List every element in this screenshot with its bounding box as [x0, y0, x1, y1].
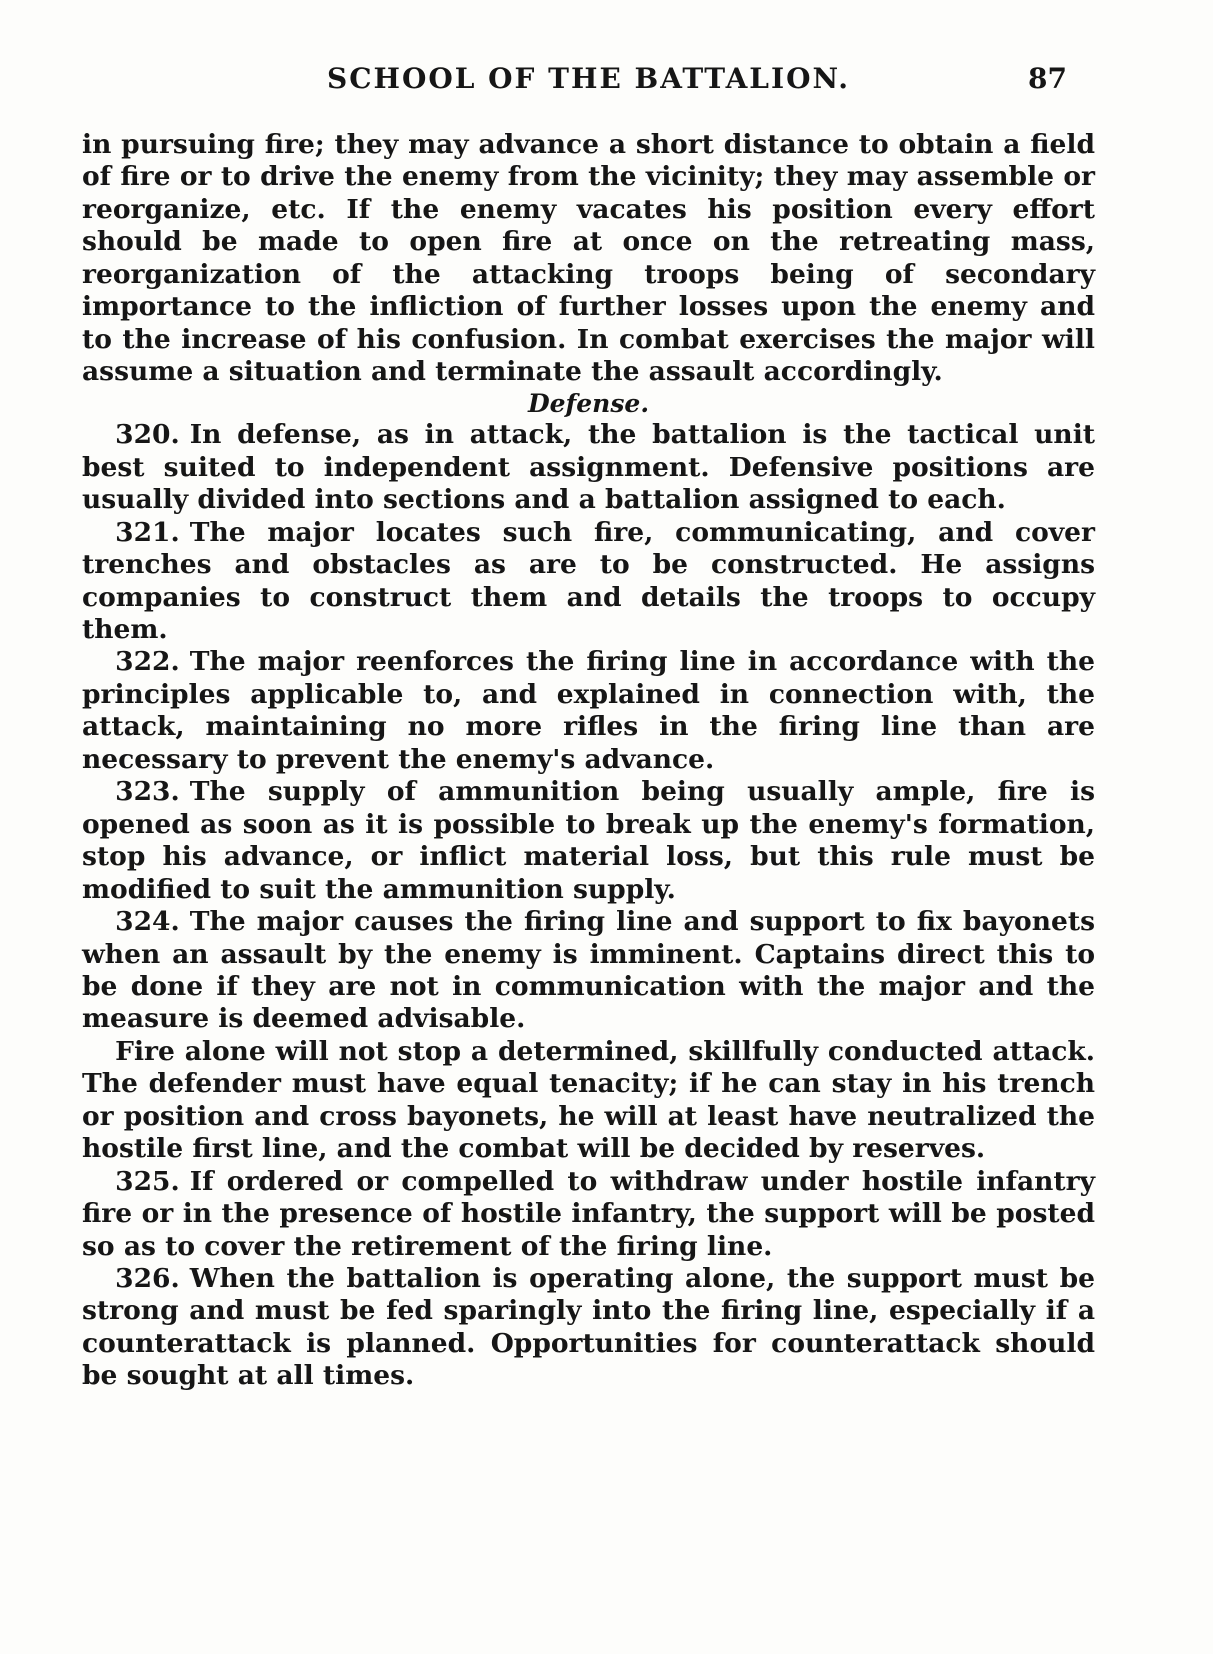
- page-body: [82, 129, 1095, 1393]
- paragraph-number: 326.: [115, 1263, 180, 1295]
- paragraph-324: [82, 906, 1095, 1036]
- paragraph-fire-alone: [82, 1036, 1095, 1166]
- paragraph-320: [82, 419, 1095, 516]
- section-heading-defense: Defense.: [527, 388, 650, 418]
- paragraph-number: 323.: [115, 776, 180, 808]
- paragraph-number: 324.: [115, 906, 180, 938]
- page-title: SCHOOL OF THE BATTALION.: [326, 62, 851, 95]
- paragraph-text: in pursuing fire; they may advance a short distance to obtain a field of fire or to drive the enemy from the vicinity; they may assemble or reorganize, etc. If the enemy vacates his position every effort should be made to open fire at once on the retreating mass, reorganization of the attacking troops being of secondary importance to the infliction of further losses upon the enemy and to the increase of his confusion. In combat exercises the major will assume a situation and terminate the assault accordingly.: [82, 129, 1095, 388]
- paragraph-text: Fire alone will not stop a determined, skillfully conducted attack. The defender must have equal tenacity; if he can stay in his trench or position and cross bayonets, he will at least have neutralized the hostile first line, and the combat will be decided by reserves.: [82, 1035, 1095, 1165]
- paragraph-text: In defense, as in attack, the battalion is the tactical unit best suited to independent assignment. Defensive positions are usually divided into sections and a battalion assigned to each.: [82, 419, 1095, 516]
- paragraph-number: 321.: [115, 516, 180, 548]
- paragraph-text: When the battalion is operating alone, the support must be strong and must be fed sparingly into the firing line, especially if a counterattack is planned. Opportunities for counterattack should be sought at all times.: [82, 1263, 1095, 1392]
- paragraph-text: If ordered or compelled to withdraw under hostile infantry fire or in the presence of hostile infantry, the support will be posted so as to cover the retirement of the firing line.: [82, 1165, 1095, 1262]
- paragraph-321: [82, 517, 1095, 647]
- paragraph-325: [82, 1166, 1095, 1263]
- paragraph-text: The major causes the firing line and support to fix bayonets when an assault by the enemy is imminent. Captains direct this to be done if they are not in communication with the major and the measure is deemed advisable.: [82, 906, 1095, 1035]
- paragraph-326: [82, 1263, 1095, 1393]
- page-header: [82, 62, 1095, 95]
- paragraph-number: 320.: [115, 419, 180, 451]
- page-number: 87: [1028, 62, 1067, 95]
- paragraph-number: 325.: [115, 1165, 180, 1197]
- paragraph-323: [82, 776, 1095, 906]
- paragraph-text: The major locates such fire, communicating, and cover trenches and obstacles as are to be constructed. He assigns companies to construct them and details the troops to occupy them.: [82, 516, 1095, 645]
- paragraph-number: 322.: [115, 646, 180, 678]
- paragraph-continuation: [82, 129, 1095, 389]
- paragraph-text: The supply of ammunition being usually ample, fire is opened as soon as it is possible to break up the enemy's formation, stop his advance, or inflict material loss, but this rule must be modified to suit the ammunition supply.: [82, 776, 1095, 905]
- paragraph-text: The major reenforces the firing line in accordance with the principles applicable to, and explained in connection with, the attack, maintaining no more rifles in the firing line than are necessary to prevent the enemy's advance.: [82, 646, 1095, 775]
- paragraph-322: [82, 646, 1095, 776]
